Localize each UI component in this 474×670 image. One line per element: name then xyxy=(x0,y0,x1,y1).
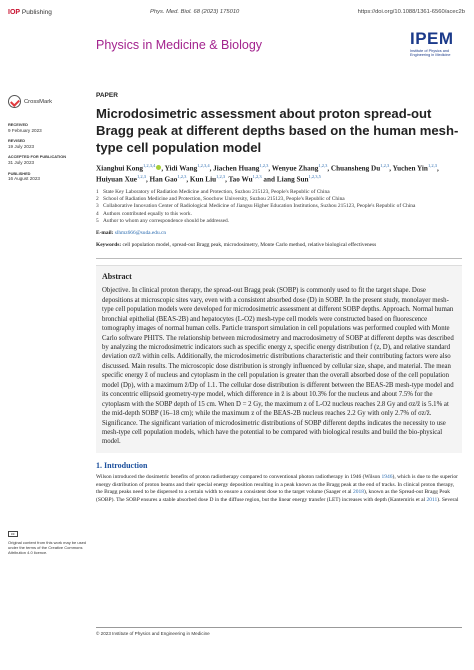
author[interactable]: , Chuansheng Du xyxy=(327,164,381,173)
creative-commons-icon[interactable]: cc xyxy=(8,531,18,537)
reference-link[interactable]: 2011 xyxy=(426,496,438,503)
keywords: Keywords: cell population model, spread-out Bragg peak, microdosimetry, Monte Carlo method, relative biological effectiveness xyxy=(96,242,377,249)
date-received: RECEIVED 9 February 2023 xyxy=(8,122,42,133)
license-text: Original content from this work may be used under the terms of the Creative Commons Attribution 4.0 licence. xyxy=(8,540,87,556)
abstract-heading: Abstract xyxy=(102,272,132,282)
citation: Phys. Med. Biol. 68 (2023) 175010 xyxy=(150,9,240,15)
keywords-text: cell population model, spread-out Bragg peak, microdosimetry, Monte Carlo method, relative biological effectiveness xyxy=(122,242,377,249)
author[interactable]: , Jiachen Huang xyxy=(209,164,260,173)
introduction-text: Wilson introduced the dosimetric benefits of proton radiotherapy compared to conventional photon radiotherapy in 1946 (Wilson 1946), which is due to the superior energy distribution of proton beams and their special energy deposition resulting in a peak known as the Bragg peak at the end of tracks. In clinical proton therapy, the Bragg peaks need to be dispersed to a certain width to ensure a consistent dose to the target volume (Saager et al 2018), known as the Spread-out Bragg Peak (SOBP). The SOBP ensures a stable absorbed dose D in the diffuse region, but the linear energy transfer (LET) increases with depth (Kantemiris et al 2011). Several xyxy=(96,473,459,503)
affiliations xyxy=(96,189,462,225)
ipem-logo-text: IPEM xyxy=(410,29,454,48)
correspondence-email: E-mail: slhmz666@suda.edu.cn xyxy=(96,230,167,237)
article-dates xyxy=(8,123,88,182)
ipem-logo-subtitle: Institute of Physics and Engineering in Medicine xyxy=(410,49,451,58)
article-type: PAPER xyxy=(96,92,118,99)
reference-link[interactable]: 2018 xyxy=(352,489,364,496)
author-list: Xianghui Kong$^{1,2,3,4}$ , Yidi Wang$^{1,2,3,4}$, Jiachen Huang$^{1,2,3}$, Wenyue Zhang$^{1,2,3}$, Chuansheng Du$^{1,2,3}$, Yuchen Yin$^{1,2,3}$, Huiyuan Xue$^{1,2,3}$, Han Gao$^{1,2,3}$, Kun Liu$^{1,2,3}$, Tao Wu$^{1,2,3}$ and Liang Sun$^{1,2,3,5}$ xyxy=(96,163,439,184)
author[interactable]: , Yidi Wang xyxy=(161,164,198,173)
copyright-footer: © 2023 Institute of Physics and Engineering in Medicine xyxy=(96,627,462,636)
date-revised: REVISED 19 July 2023 xyxy=(8,138,35,149)
date-accepted: ACCEPTED FOR PUBLICATION 31 July 2023 xyxy=(8,154,67,166)
abstract-box xyxy=(96,265,462,452)
doi-link[interactable]: https://doi.org/10.1088/1361-6560/acec2b xyxy=(357,9,465,15)
abstract-text: Objective. In clinical proton therapy, the spread-out Bragg peak (SOBP) is commonly used to fit the target shape. Dose depositions at microscopic sites vary, even with a consistent absorbed dose (D) in SOBP. In the present study, monolayer mesh-type cell population models were developed for microdosimetric assessment at different SOBP depths. Approach. Normal human bronchial epithelial (BEAS-2B) and hepatocytes (L-O2) mesh-type cell models were constructed based on fluorescence tomography images of normal human cells. Particle transport simulation in cell populations was performed coupled with Monte Carlo software PHITS. The relationship between microdosimetry and macrodosimetry of SOBP at different depths was described by analyzing the microdosimetric indicators such as specific energy z, specific energy distribution f (z, D), and relative standard deviation σz/z̄ within cells. Additionally, the microdosimetric distributions characteristic and their contributing factors were also discussed. Main results. The microscopic dose distribution is strongly influenced by cellular size, shape, and material. The mean specific energy z̄ of nucleus and cytoplasm in the cell population is greater than the overall absorbed dose of the cell population model (Dp), with a maximum z̄/Dp of 1.1. The cellular dose distribution is different between the BEAS-2B mesh-type model and its concentric ellipsoid geometry-type model, which difference in z̄ is about 10.3% for the nucleus and about 7.5% for the cytoplasm with the SOBP depth of 15 cm. When D = 2 Gy, the maximum z of L-O2 nucleus reaches 2.8 Gy and σz/z̄ is 5.1% at the mid-depth SOBP (16–18 cm); while the maximum z of the BEAS-2B nucleus reaches 2.2 Gy with only 2.7% of σz/z̄. Significance. The significant variation of microdosimetric distributions of SOBP different depths indicates the necessity to use mesh-type cell population models, which have the potential to be compared with biological results and build the bio-physical model. xyxy=(102,287,454,446)
author[interactable]: , Kun Liu xyxy=(186,175,217,184)
publisher-logo[interactable]: IOP Publishing xyxy=(8,9,52,16)
date-published: PUBLISHED 16 August 2023 xyxy=(8,170,40,182)
section-heading-introduction: 1. Introduction xyxy=(96,460,148,470)
author[interactable]: , Wenyue Zhang xyxy=(268,164,319,173)
author[interactable]: , Huiyuan Xue xyxy=(96,164,439,184)
article-title: Microdosimetric assessment about proton spread-out Bragg peak at different depths based on the human mesh-type cell population model xyxy=(96,106,459,155)
reference-link[interactable]: 1946 xyxy=(381,473,393,480)
license-notice xyxy=(8,522,88,556)
article-sidebar xyxy=(8,95,88,188)
author[interactable]: and Liang Sun xyxy=(261,175,309,184)
journal-title[interactable]: Physics in Medicine & Biology xyxy=(96,38,263,52)
author[interactable]: , Yuchen Yin xyxy=(389,164,428,173)
ipem-logo xyxy=(410,29,464,58)
affiliation: 4 Authors contributed equally to this work. xyxy=(96,210,192,217)
author[interactable]: , Tao Wu xyxy=(225,175,253,184)
email-link[interactable]: slhmz666@suda.edu.cn xyxy=(114,230,167,237)
affiliation: 5 Author to whom any correspondence should be addressed. xyxy=(96,217,230,224)
author[interactable]: , Han Gao xyxy=(145,175,178,184)
journal-header xyxy=(0,0,474,58)
divider xyxy=(96,258,462,259)
affiliation: 1 State Key Laboratory of Radiation Medicine and Protection, Suzhou 215123, People's Republic of China xyxy=(96,188,330,195)
author[interactable]: Xianghui Kong xyxy=(96,164,143,173)
affiliation: 3 Collaborative Innovation Center of Radiological Medicine of Jiangsu Higher Education Institutions, Suzhou 215123, People's Republic of China xyxy=(96,203,416,210)
crossmark-icon xyxy=(8,95,21,108)
crossmark-badge[interactable]: CrossMark xyxy=(8,95,88,108)
article-main xyxy=(96,92,462,505)
affiliation: 2 School of Radiation Medicine and Protection, Soochow University, Suzhou 215123, People's Republic of China xyxy=(96,195,345,202)
